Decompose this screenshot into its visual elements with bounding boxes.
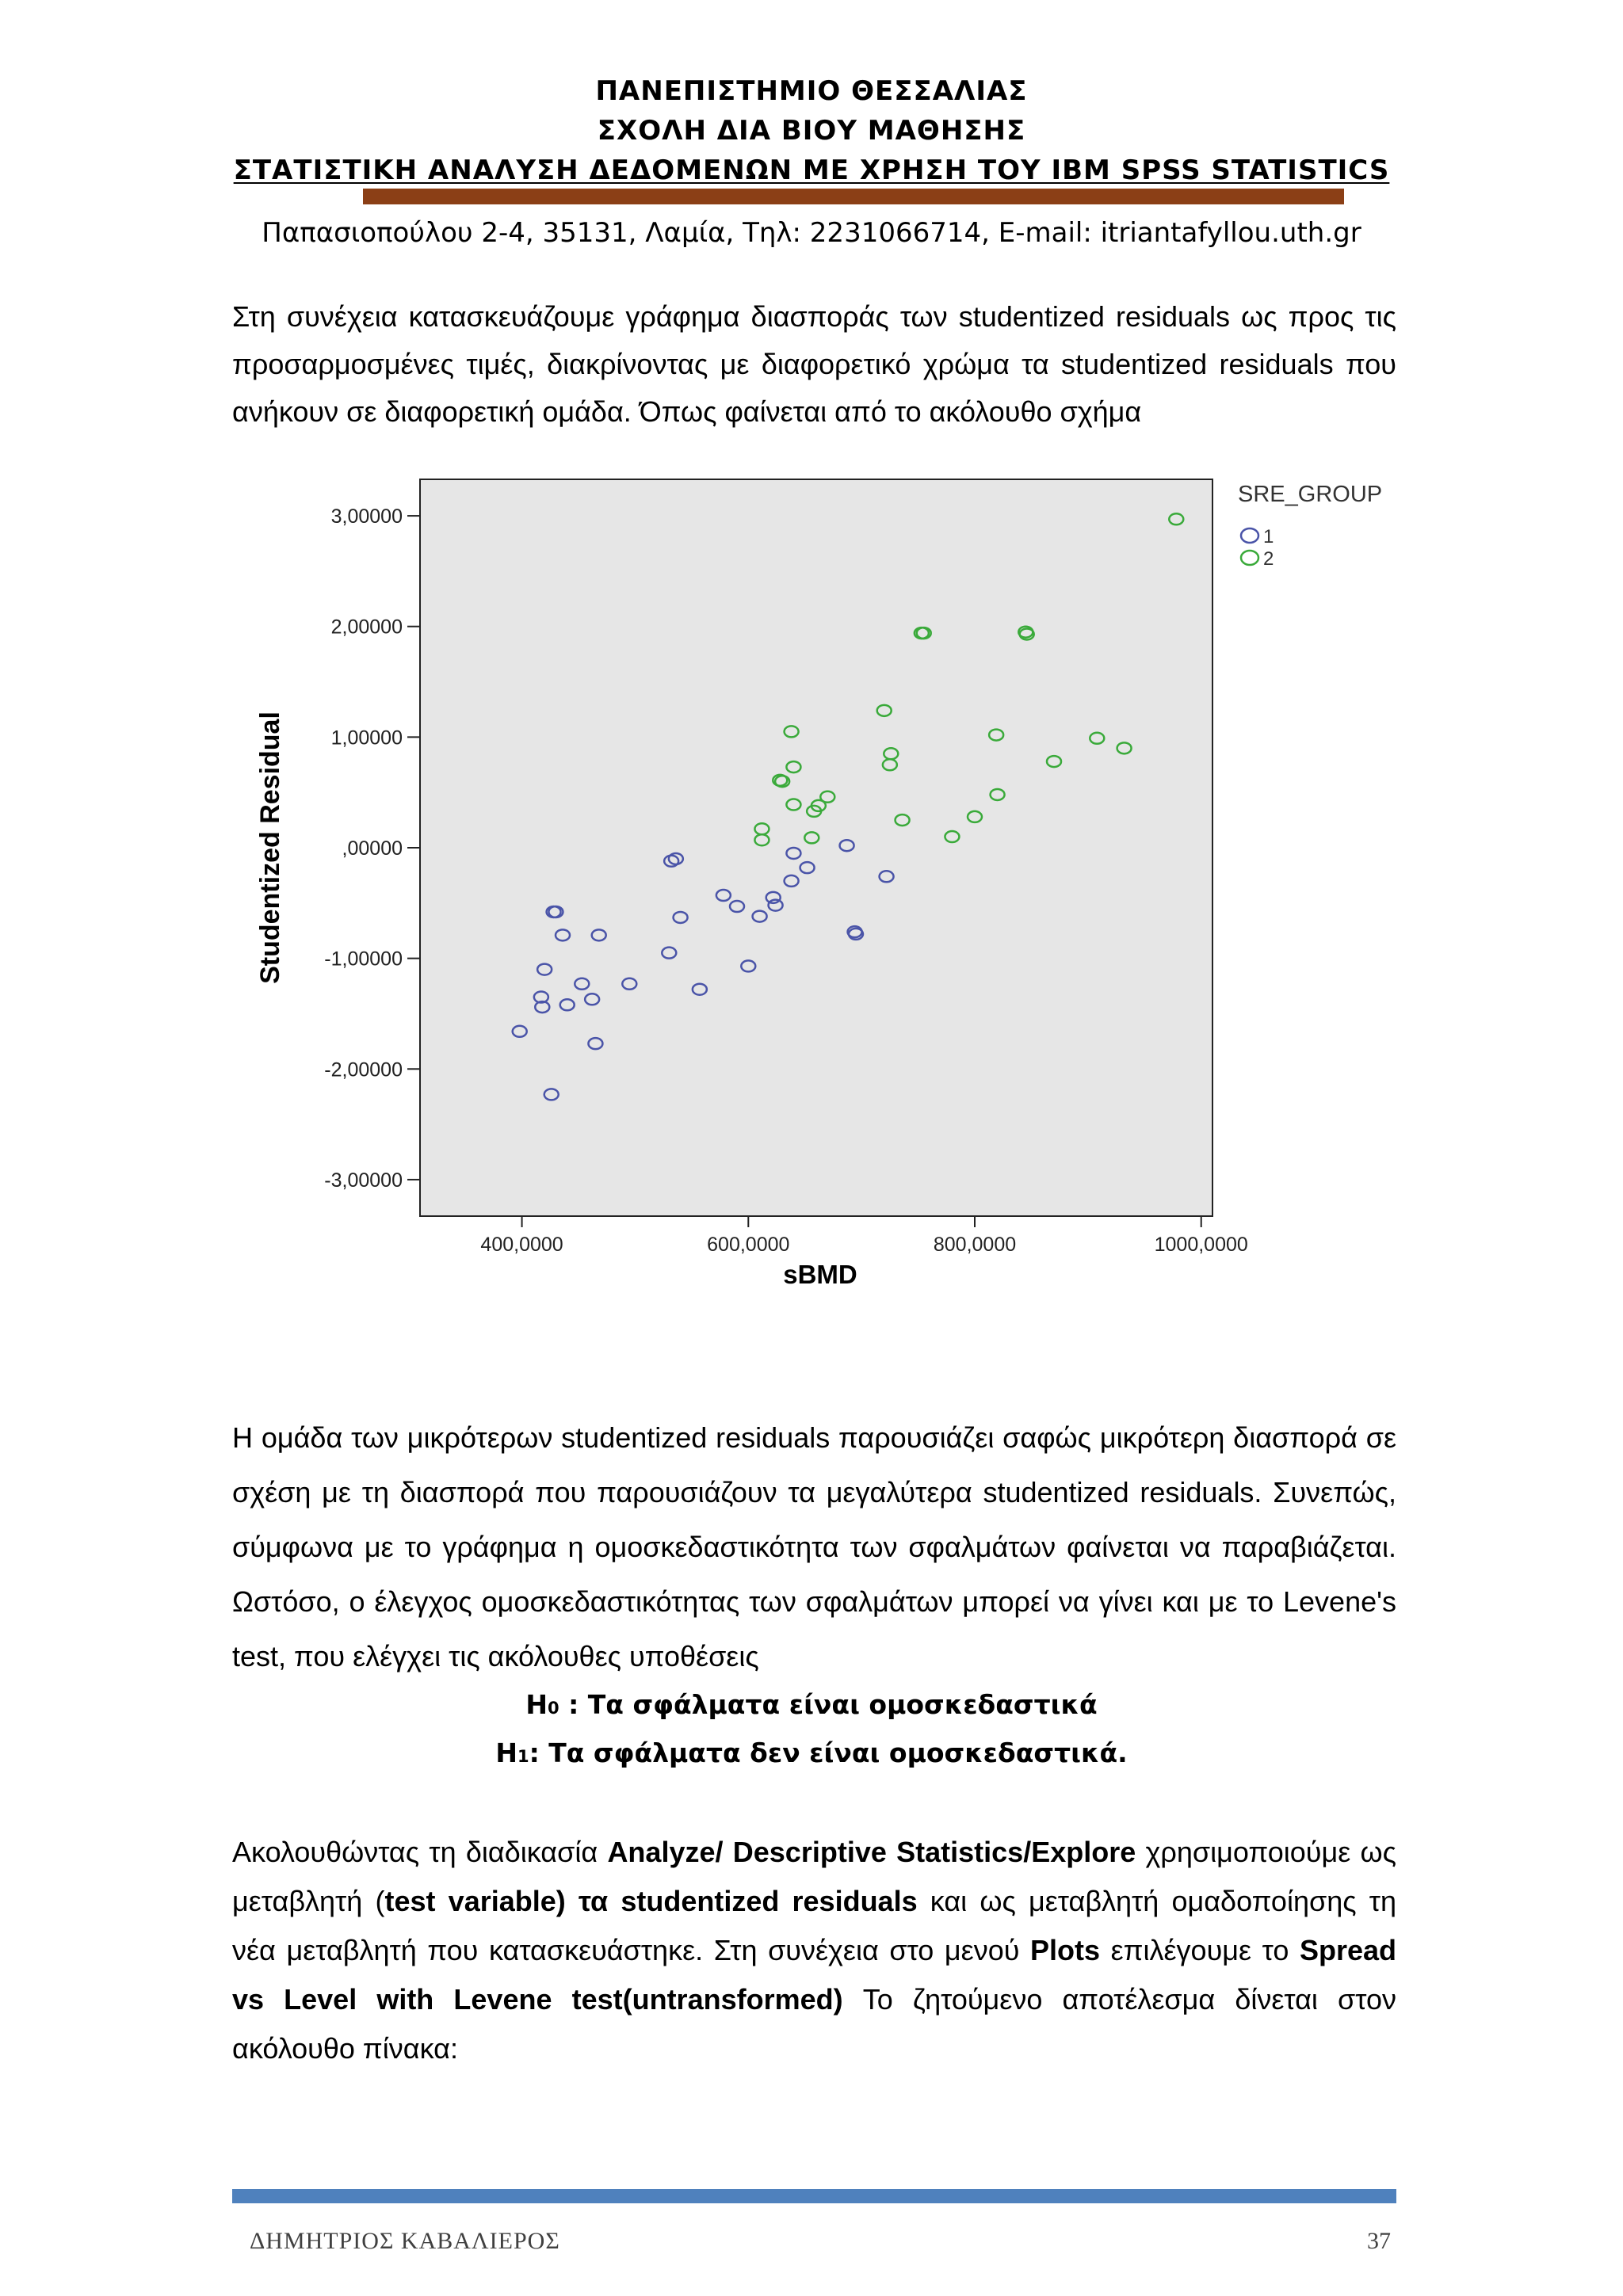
procedure-text-4: επιλέγουμε το (1100, 1934, 1300, 1966)
school-name: ΣΧΟΛΗ ΔΙΑ ΒΙΟΥ ΜΑΘΗΣΗΣ (597, 115, 1026, 147)
procedure-text-2: χρησιμοποιούμε ως μεταβλητή ( (232, 1836, 1396, 1917)
procedure-plots-menu: Plots (1030, 1934, 1101, 1966)
y-tick-label: ,00000 (342, 837, 403, 860)
x-axis (480, 1216, 1247, 1256)
procedure-option: Spread vs Level with Levene test(untransformed) (232, 1934, 1397, 2016)
y-tick-label: -3,00000 (324, 1169, 403, 1192)
legend (1238, 482, 1382, 570)
y-tick-label: 3,00000 (330, 505, 403, 528)
header-divider (363, 189, 1344, 204)
procedure-test-variable: test variable) τα studentized residuals (384, 1885, 918, 1917)
procedure-text-3: και ως μεταβλητή ομαδοποίησης τη νέα μεταβλητή που κατασκευάστηκε. Στη συνέχεια στο μενού (232, 1885, 1396, 1966)
course-title: ΣΤΑΤΙΣΤΙΚΗ ΑΝΑΛΥΣΗ ΔΕΔΟΜΕΝΩΝ ΜΕ ΧΡΗΣΗ ΤΟΥ IBM SPSS STATISTICS (233, 154, 1390, 186)
intro-paragraph: Στη συνέχεια κατασκευάζουμε γράφημα διασποράς των studentized residuals ως προς τις προσαρμοσμένες τιμές, διακρίνοντας με διαφορετικό χρώμα τα studentized residuals που ανήκουν σε διαφορετική ομάδα. Όπως φαίνεται από το ακόλουθο σχήμα (232, 300, 1396, 428)
legend-items (1241, 526, 1274, 570)
scatter-chart (230, 460, 1419, 1307)
y-tick-label: 2,00000 (330, 616, 403, 639)
h0-symbol: H (525, 1689, 548, 1720)
legend-title: SRE_GROUP (1238, 482, 1383, 507)
university-name: ΠΑΝΕΠΙΣΤΗΜΙΟ ΘΕΣΣΑΛΙΑΣ (595, 75, 1028, 107)
plot-area (420, 479, 1212, 1216)
h1-text: : Τα σφάλματα δεν είναι ομοσκεδαστικά. (529, 1737, 1128, 1768)
document-header (0, 75, 1623, 186)
x-tick-label: 600,0000 (707, 1234, 790, 1256)
y-tick-label: -1,00000 (324, 948, 403, 971)
y-axis (324, 505, 420, 1192)
x-tick-label: 400,0000 (480, 1234, 563, 1256)
h1-symbol: H (495, 1737, 517, 1768)
y-axis-title: Studentized Residual (255, 711, 285, 984)
legend-label: 2 (1263, 548, 1274, 570)
h1-subscript: 1 (517, 1747, 529, 1766)
procedure-text-1: Ακολουθώντας τη διαδικασία (232, 1836, 608, 1868)
legend-label: 1 (1263, 526, 1274, 547)
hypothesis-h1 (0, 1737, 1623, 1768)
contact-info: Παπασιοπούλου 2-4, 35131, Λαμία, Τηλ: 2231066714, E-mail: itriantafyllou.uth.gr (262, 217, 1361, 249)
discussion-paragraph: Η ομάδα των μικρότερων studentized residuals παρουσιάζει σαφώς μικρότερη διασπορά σε σχέση με τη διασπορά που παρουσιάζουν τα μεγαλύτερα studentized residuals. Συνεπώς, σύμφωνα με το γράφημα η ομοσκεδαστικότητα των σφαλμάτων φαίνεται να παραβιάζεται. Ωστόσο, ο έλεγχος ομοσκεδαστικότητας των σφαλμάτων μπορεί να γίνει και με το Levene's test, που ελέγχει τις ακόλουθες υποθέσεις (232, 1421, 1396, 1672)
x-tick-label: 1000,0000 (1154, 1234, 1248, 1256)
legend-marker (1241, 551, 1258, 565)
footer-divider (232, 2189, 1396, 2203)
y-tick-label: 1,00000 (330, 727, 403, 749)
y-tick-label: -2,00000 (324, 1058, 403, 1081)
footer-author: ΔΗΜΗΤΡΙΟΣ ΚΑΒΑΛΙΕΡΟΣ (250, 2228, 560, 2254)
procedure-text-5: Το ζητούμενο αποτέλεσμα δίνεται στον ακόλουθο πίνακα: (232, 1983, 1396, 2065)
procedure-menu-path: Analyze/ Descriptive Statistics/Explore (607, 1836, 1136, 1868)
h0-text: : Τα σφάλματα είναι ομοσκεδαστικά (559, 1689, 1098, 1720)
procedure-paragraph (232, 1828, 1396, 2073)
legend-marker (1241, 528, 1258, 543)
x-tick-label: 800,0000 (933, 1234, 1017, 1256)
page-number: 37 (1367, 2228, 1391, 2254)
hypothesis-h0 (0, 1689, 1623, 1720)
h0-subscript: 0 (547, 1699, 559, 1718)
x-axis-title: sBMD (783, 1260, 857, 1289)
